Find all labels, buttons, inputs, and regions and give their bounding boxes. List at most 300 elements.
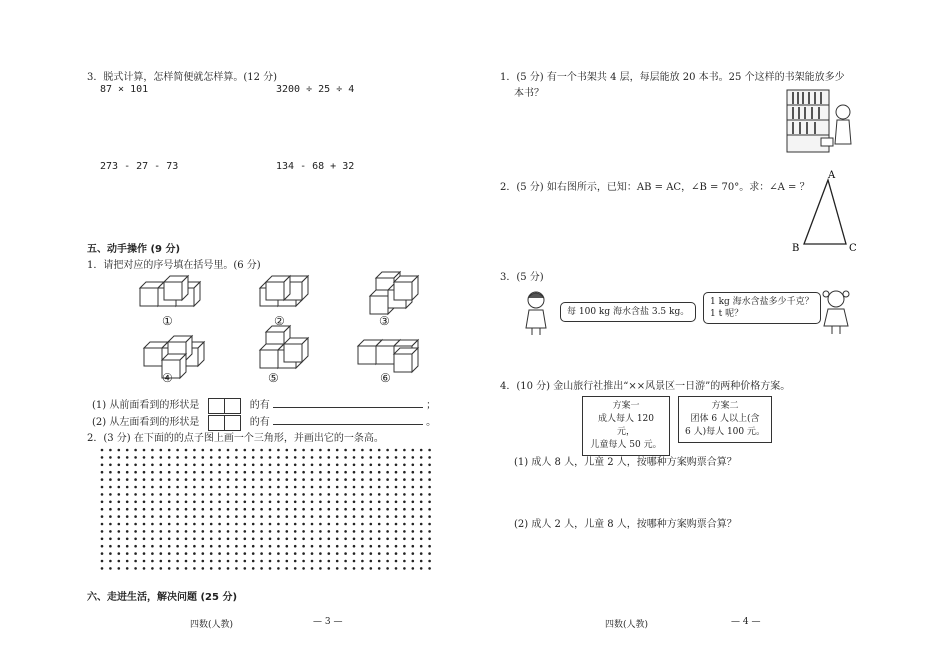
grid-dot[interactable] bbox=[395, 523, 398, 526]
grid-dot[interactable] bbox=[302, 545, 305, 548]
grid-dot[interactable] bbox=[302, 456, 305, 459]
grid-dot[interactable] bbox=[176, 464, 179, 467]
grid-dot[interactable] bbox=[160, 545, 163, 548]
grid-dot[interactable] bbox=[227, 486, 230, 489]
grid-dot[interactable] bbox=[260, 545, 263, 548]
grid-dot[interactable] bbox=[319, 545, 322, 548]
grid-dot[interactable] bbox=[344, 523, 347, 526]
grid-dot[interactable] bbox=[420, 515, 423, 518]
grid-dot[interactable] bbox=[168, 552, 171, 555]
grid-dot[interactable] bbox=[118, 456, 121, 459]
grid-dot[interactable] bbox=[403, 538, 406, 541]
grid-dot[interactable] bbox=[269, 464, 272, 467]
grid-dot[interactable] bbox=[370, 545, 373, 548]
grid-dot[interactable] bbox=[235, 523, 238, 526]
grid-dot[interactable] bbox=[176, 552, 179, 555]
grid-dot[interactable] bbox=[277, 471, 280, 474]
grid-dot[interactable] bbox=[302, 515, 305, 518]
grid-dot[interactable] bbox=[176, 530, 179, 533]
grid-dot[interactable] bbox=[319, 530, 322, 533]
grid-dot[interactable] bbox=[361, 464, 364, 467]
grid-dot[interactable] bbox=[412, 456, 415, 459]
grid-dot[interactable] bbox=[269, 545, 272, 548]
grid-dot[interactable] bbox=[168, 530, 171, 533]
grid-dot[interactable] bbox=[353, 560, 356, 563]
grid-dot[interactable] bbox=[134, 523, 137, 526]
grid-dot[interactable] bbox=[227, 456, 230, 459]
grid-dot[interactable] bbox=[151, 493, 154, 496]
grid-dot[interactable] bbox=[277, 538, 280, 541]
grid-dot[interactable] bbox=[294, 545, 297, 548]
grid-dot[interactable] bbox=[420, 545, 423, 548]
grid-dot[interactable] bbox=[218, 471, 221, 474]
grid-dot[interactable] bbox=[109, 538, 112, 541]
grid-dot[interactable] bbox=[353, 523, 356, 526]
grid-dot[interactable] bbox=[235, 567, 238, 570]
grid-dot[interactable] bbox=[160, 538, 163, 541]
grid-dot[interactable] bbox=[118, 493, 121, 496]
grid-dot[interactable] bbox=[286, 478, 289, 481]
grid-dot[interactable] bbox=[185, 523, 188, 526]
grid-dot[interactable] bbox=[428, 449, 431, 452]
grid-dot[interactable] bbox=[269, 449, 272, 452]
grid-dot[interactable] bbox=[420, 530, 423, 533]
grid-dot[interactable] bbox=[344, 486, 347, 489]
grid-dot[interactable] bbox=[168, 478, 171, 481]
grid-dot[interactable] bbox=[319, 508, 322, 511]
grid-dot[interactable] bbox=[176, 515, 179, 518]
grid-dot[interactable] bbox=[386, 515, 389, 518]
grid-dot[interactable] bbox=[428, 486, 431, 489]
grid-dot[interactable] bbox=[336, 538, 339, 541]
grid-dot[interactable] bbox=[210, 530, 213, 533]
grid-dot[interactable] bbox=[168, 538, 171, 541]
grid-dot[interactable] bbox=[235, 449, 238, 452]
grid-dot[interactable] bbox=[344, 552, 347, 555]
grid-dot[interactable] bbox=[193, 493, 196, 496]
grid-dot[interactable] bbox=[294, 567, 297, 570]
grid-dot[interactable] bbox=[395, 456, 398, 459]
grid-dot[interactable] bbox=[126, 464, 129, 467]
grid-dot[interactable] bbox=[277, 530, 280, 533]
grid-dot[interactable] bbox=[420, 552, 423, 555]
grid-dot[interactable] bbox=[244, 456, 247, 459]
grid-dot[interactable] bbox=[244, 567, 247, 570]
grid-dot[interactable] bbox=[428, 545, 431, 548]
grid-dot[interactable] bbox=[336, 567, 339, 570]
grid-dot[interactable] bbox=[328, 493, 331, 496]
grid-dot[interactable] bbox=[202, 486, 205, 489]
grid-dot[interactable] bbox=[126, 478, 129, 481]
grid-dot[interactable] bbox=[428, 478, 431, 481]
grid-dot[interactable] bbox=[378, 523, 381, 526]
grid-dot[interactable] bbox=[353, 545, 356, 548]
grid-dot[interactable] bbox=[319, 464, 322, 467]
grid-dot[interactable] bbox=[302, 538, 305, 541]
grid-dot[interactable] bbox=[302, 449, 305, 452]
grid-dot[interactable] bbox=[378, 508, 381, 511]
grid-dot[interactable] bbox=[269, 478, 272, 481]
grid-dot[interactable] bbox=[344, 545, 347, 548]
grid-dot[interactable] bbox=[210, 552, 213, 555]
grid-dot[interactable] bbox=[227, 515, 230, 518]
grid-dot[interactable] bbox=[386, 538, 389, 541]
grid-dot[interactable] bbox=[328, 486, 331, 489]
grid-dot[interactable] bbox=[420, 464, 423, 467]
grid-dot[interactable] bbox=[428, 567, 431, 570]
grid-dot[interactable] bbox=[151, 560, 154, 563]
grid-dot[interactable] bbox=[344, 501, 347, 504]
grid-dot[interactable] bbox=[235, 515, 238, 518]
grid-dot[interactable] bbox=[403, 560, 406, 563]
grid-dot[interactable] bbox=[202, 471, 205, 474]
grid-dot[interactable] bbox=[202, 464, 205, 467]
grid-dot[interactable] bbox=[336, 508, 339, 511]
grid-dot[interactable] bbox=[386, 456, 389, 459]
grid-dot[interactable] bbox=[403, 493, 406, 496]
grid-dot[interactable] bbox=[126, 471, 129, 474]
grid-dot[interactable] bbox=[210, 456, 213, 459]
grid-dot[interactable] bbox=[168, 545, 171, 548]
grid-dot[interactable] bbox=[420, 538, 423, 541]
grid-dot[interactable] bbox=[361, 478, 364, 481]
grid-dot[interactable] bbox=[386, 552, 389, 555]
grid-dot[interactable] bbox=[336, 493, 339, 496]
grid-dot[interactable] bbox=[269, 523, 272, 526]
grid-dot[interactable] bbox=[227, 545, 230, 548]
grid-dot[interactable] bbox=[202, 560, 205, 563]
grid-dot[interactable] bbox=[269, 456, 272, 459]
grid-dot[interactable] bbox=[277, 567, 280, 570]
grid-dot[interactable] bbox=[176, 501, 179, 504]
grid-dot[interactable] bbox=[134, 456, 137, 459]
grid-dot[interactable] bbox=[294, 449, 297, 452]
grid-dot[interactable] bbox=[311, 560, 314, 563]
grid-dot[interactable] bbox=[319, 478, 322, 481]
grid-dot[interactable] bbox=[244, 449, 247, 452]
grid-dot[interactable] bbox=[109, 515, 112, 518]
grid-dot[interactable] bbox=[210, 508, 213, 511]
grid-dot[interactable] bbox=[428, 552, 431, 555]
grid-dot[interactable] bbox=[118, 508, 121, 511]
grid-dot[interactable] bbox=[202, 545, 205, 548]
grid-dot[interactable] bbox=[294, 523, 297, 526]
grid-dot[interactable] bbox=[311, 567, 314, 570]
grid-dot[interactable] bbox=[168, 560, 171, 563]
grid-dot[interactable] bbox=[403, 464, 406, 467]
grid-dot[interactable] bbox=[260, 493, 263, 496]
grid-dot[interactable] bbox=[311, 545, 314, 548]
grid-dot[interactable] bbox=[395, 538, 398, 541]
grid-dot[interactable] bbox=[378, 501, 381, 504]
grid-dot[interactable] bbox=[151, 515, 154, 518]
grid-dot[interactable] bbox=[176, 567, 179, 570]
grid-dot[interactable] bbox=[370, 567, 373, 570]
grid-dot[interactable] bbox=[218, 486, 221, 489]
grid-dot[interactable] bbox=[386, 493, 389, 496]
grid-dot[interactable] bbox=[361, 560, 364, 563]
grid-dot[interactable] bbox=[302, 501, 305, 504]
grid-dot[interactable] bbox=[218, 552, 221, 555]
grid-dot[interactable] bbox=[277, 523, 280, 526]
grid-dot[interactable] bbox=[151, 567, 154, 570]
grid-dot[interactable] bbox=[378, 493, 381, 496]
grid-dot[interactable] bbox=[277, 515, 280, 518]
grid-dot[interactable] bbox=[185, 501, 188, 504]
grid-dot[interactable] bbox=[160, 478, 163, 481]
grid-dot[interactable] bbox=[269, 486, 272, 489]
grid-dot[interactable] bbox=[134, 545, 137, 548]
grid-dot[interactable] bbox=[193, 515, 196, 518]
grid-dot[interactable] bbox=[353, 486, 356, 489]
grid-dot[interactable] bbox=[319, 560, 322, 563]
grid-dot[interactable] bbox=[185, 545, 188, 548]
grid-dot[interactable] bbox=[126, 530, 129, 533]
grid-dot[interactable] bbox=[319, 456, 322, 459]
grid-dot[interactable] bbox=[126, 508, 129, 511]
grid-dot[interactable] bbox=[193, 501, 196, 504]
grid-dot[interactable] bbox=[294, 471, 297, 474]
grid-dot[interactable] bbox=[328, 501, 331, 504]
grid-dot[interactable] bbox=[252, 449, 255, 452]
grid-dot[interactable] bbox=[344, 515, 347, 518]
grid-dot[interactable] bbox=[252, 501, 255, 504]
grid-dot[interactable] bbox=[193, 560, 196, 563]
grid-dot[interactable] bbox=[227, 471, 230, 474]
grid-dot[interactable] bbox=[361, 552, 364, 555]
grid-dot[interactable] bbox=[126, 560, 129, 563]
grid-dot[interactable] bbox=[118, 545, 121, 548]
grid-dot[interactable] bbox=[252, 464, 255, 467]
grid-dot[interactable] bbox=[260, 456, 263, 459]
dot-grid[interactable] bbox=[100, 448, 440, 574]
grid-dot[interactable] bbox=[202, 567, 205, 570]
grid-dot[interactable] bbox=[185, 508, 188, 511]
grid-dot[interactable] bbox=[101, 464, 104, 467]
grid-dot[interactable] bbox=[252, 508, 255, 511]
grid-dot[interactable] bbox=[227, 493, 230, 496]
grid-dot[interactable] bbox=[328, 449, 331, 452]
grid-dot[interactable] bbox=[361, 493, 364, 496]
grid-dot[interactable] bbox=[210, 515, 213, 518]
grid-dot[interactable] bbox=[185, 567, 188, 570]
grid-dot[interactable] bbox=[185, 478, 188, 481]
grid-dot[interactable] bbox=[218, 560, 221, 563]
grid-dot[interactable] bbox=[134, 486, 137, 489]
grid-dot[interactable] bbox=[185, 560, 188, 563]
grid-dot[interactable] bbox=[235, 508, 238, 511]
grid-dot[interactable] bbox=[361, 545, 364, 548]
grid-dot[interactable] bbox=[118, 449, 121, 452]
grid-dot[interactable] bbox=[202, 456, 205, 459]
grid-dot[interactable] bbox=[412, 515, 415, 518]
grid-dot[interactable] bbox=[403, 530, 406, 533]
grid-dot[interactable] bbox=[160, 560, 163, 563]
grid-dot[interactable] bbox=[412, 493, 415, 496]
grid-dot[interactable] bbox=[143, 478, 146, 481]
grid-dot[interactable] bbox=[143, 501, 146, 504]
grid-dot[interactable] bbox=[227, 449, 230, 452]
grid-dot[interactable] bbox=[311, 552, 314, 555]
grid-dot[interactable] bbox=[210, 449, 213, 452]
grid-dot[interactable] bbox=[302, 486, 305, 489]
grid-dot[interactable] bbox=[227, 567, 230, 570]
grid-dot[interactable] bbox=[160, 567, 163, 570]
grid-dot[interactable] bbox=[319, 501, 322, 504]
grid-dot[interactable] bbox=[218, 567, 221, 570]
grid-dot[interactable] bbox=[269, 508, 272, 511]
grid-dot[interactable] bbox=[151, 545, 154, 548]
grid-dot[interactable] bbox=[328, 523, 331, 526]
grid-dot[interactable] bbox=[160, 486, 163, 489]
grid-dot[interactable] bbox=[134, 530, 137, 533]
grid-dot[interactable] bbox=[386, 464, 389, 467]
grid-dot[interactable] bbox=[227, 552, 230, 555]
grid-dot[interactable] bbox=[244, 560, 247, 563]
grid-dot[interactable] bbox=[294, 515, 297, 518]
grid-dot[interactable] bbox=[420, 560, 423, 563]
grid-dot[interactable] bbox=[353, 456, 356, 459]
grid-dot[interactable] bbox=[277, 478, 280, 481]
grid-dot[interactable] bbox=[395, 501, 398, 504]
grid-dot[interactable] bbox=[202, 538, 205, 541]
grid-dot[interactable] bbox=[193, 471, 196, 474]
grid-dot[interactable] bbox=[252, 478, 255, 481]
grid-dot[interactable] bbox=[160, 471, 163, 474]
grid-dot[interactable] bbox=[151, 552, 154, 555]
grid-dot[interactable] bbox=[378, 486, 381, 489]
grid-dot[interactable] bbox=[176, 508, 179, 511]
grid-dot[interactable] bbox=[344, 530, 347, 533]
grid-dot[interactable] bbox=[193, 464, 196, 467]
grid-dot[interactable] bbox=[412, 523, 415, 526]
left-view-answer-line[interactable] bbox=[273, 415, 423, 425]
grid-dot[interactable] bbox=[353, 449, 356, 452]
grid-dot[interactable] bbox=[428, 560, 431, 563]
grid-dot[interactable] bbox=[168, 515, 171, 518]
grid-dot[interactable] bbox=[412, 560, 415, 563]
grid-dot[interactable] bbox=[244, 471, 247, 474]
grid-dot[interactable] bbox=[176, 456, 179, 459]
grid-dot[interactable] bbox=[260, 501, 263, 504]
grid-dot[interactable] bbox=[143, 523, 146, 526]
grid-dot[interactable] bbox=[134, 501, 137, 504]
grid-dot[interactable] bbox=[134, 478, 137, 481]
grid-dot[interactable] bbox=[428, 515, 431, 518]
grid-dot[interactable] bbox=[109, 530, 112, 533]
grid-dot[interactable] bbox=[336, 449, 339, 452]
grid-dot[interactable] bbox=[361, 508, 364, 511]
grid-dot[interactable] bbox=[260, 486, 263, 489]
grid-dot[interactable] bbox=[218, 478, 221, 481]
grid-dot[interactable] bbox=[395, 545, 398, 548]
grid-dot[interactable] bbox=[319, 486, 322, 489]
grid-dot[interactable] bbox=[403, 508, 406, 511]
grid-dot[interactable] bbox=[370, 530, 373, 533]
grid-dot[interactable] bbox=[109, 464, 112, 467]
grid-dot[interactable] bbox=[168, 464, 171, 467]
grid-dot[interactable] bbox=[160, 515, 163, 518]
grid-dot[interactable] bbox=[101, 508, 104, 511]
grid-dot[interactable] bbox=[361, 501, 364, 504]
grid-dot[interactable] bbox=[109, 493, 112, 496]
grid-dot[interactable] bbox=[202, 530, 205, 533]
grid-dot[interactable] bbox=[118, 560, 121, 563]
grid-dot[interactable] bbox=[168, 471, 171, 474]
grid-dot[interactable] bbox=[269, 552, 272, 555]
grid-dot[interactable] bbox=[370, 508, 373, 511]
grid-dot[interactable] bbox=[361, 471, 364, 474]
grid-dot[interactable] bbox=[370, 486, 373, 489]
grid-dot[interactable] bbox=[252, 530, 255, 533]
grid-dot[interactable] bbox=[118, 464, 121, 467]
grid-dot[interactable] bbox=[252, 567, 255, 570]
grid-dot[interactable] bbox=[395, 530, 398, 533]
grid-dot[interactable] bbox=[143, 486, 146, 489]
grid-dot[interactable] bbox=[420, 456, 423, 459]
grid-dot[interactable] bbox=[353, 538, 356, 541]
grid-dot[interactable] bbox=[160, 523, 163, 526]
grid-dot[interactable] bbox=[185, 456, 188, 459]
grid-dot[interactable] bbox=[260, 530, 263, 533]
grid-dot[interactable] bbox=[378, 478, 381, 481]
grid-dot[interactable] bbox=[428, 464, 431, 467]
grid-dot[interactable] bbox=[202, 493, 205, 496]
grid-dot[interactable] bbox=[370, 552, 373, 555]
grid-dot[interactable] bbox=[151, 471, 154, 474]
grid-dot[interactable] bbox=[210, 471, 213, 474]
grid-dot[interactable] bbox=[252, 515, 255, 518]
grid-dot[interactable] bbox=[277, 493, 280, 496]
grid-dot[interactable] bbox=[202, 515, 205, 518]
grid-dot[interactable] bbox=[378, 560, 381, 563]
grid-dot[interactable] bbox=[412, 471, 415, 474]
grid-dot[interactable] bbox=[378, 567, 381, 570]
grid-dot[interactable] bbox=[286, 560, 289, 563]
grid-dot[interactable] bbox=[210, 501, 213, 504]
grid-dot[interactable] bbox=[109, 449, 112, 452]
grid-dot[interactable] bbox=[277, 449, 280, 452]
grid-dot[interactable] bbox=[319, 523, 322, 526]
grid-dot[interactable] bbox=[370, 501, 373, 504]
grid-dot[interactable] bbox=[386, 523, 389, 526]
grid-dot[interactable] bbox=[403, 486, 406, 489]
grid-dot[interactable] bbox=[328, 478, 331, 481]
grid-dot[interactable] bbox=[160, 552, 163, 555]
grid-dot[interactable] bbox=[143, 464, 146, 467]
grid-dot[interactable] bbox=[286, 493, 289, 496]
grid-dot[interactable] bbox=[151, 449, 154, 452]
grid-dot[interactable] bbox=[370, 471, 373, 474]
grid-dot[interactable] bbox=[294, 530, 297, 533]
grid-dot[interactable] bbox=[370, 493, 373, 496]
grid-dot[interactable] bbox=[311, 530, 314, 533]
grid-dot[interactable] bbox=[101, 552, 104, 555]
grid-dot[interactable] bbox=[185, 493, 188, 496]
grid-dot[interactable] bbox=[210, 486, 213, 489]
grid-dot[interactable] bbox=[176, 493, 179, 496]
grid-dot[interactable] bbox=[218, 530, 221, 533]
grid-dot[interactable] bbox=[101, 538, 104, 541]
grid-dot[interactable] bbox=[160, 508, 163, 511]
grid-dot[interactable] bbox=[244, 545, 247, 548]
grid-dot[interactable] bbox=[403, 567, 406, 570]
grid-dot[interactable] bbox=[412, 552, 415, 555]
grid-dot[interactable] bbox=[202, 449, 205, 452]
grid-dot[interactable] bbox=[176, 545, 179, 548]
grid-dot[interactable] bbox=[176, 538, 179, 541]
grid-dot[interactable] bbox=[386, 471, 389, 474]
